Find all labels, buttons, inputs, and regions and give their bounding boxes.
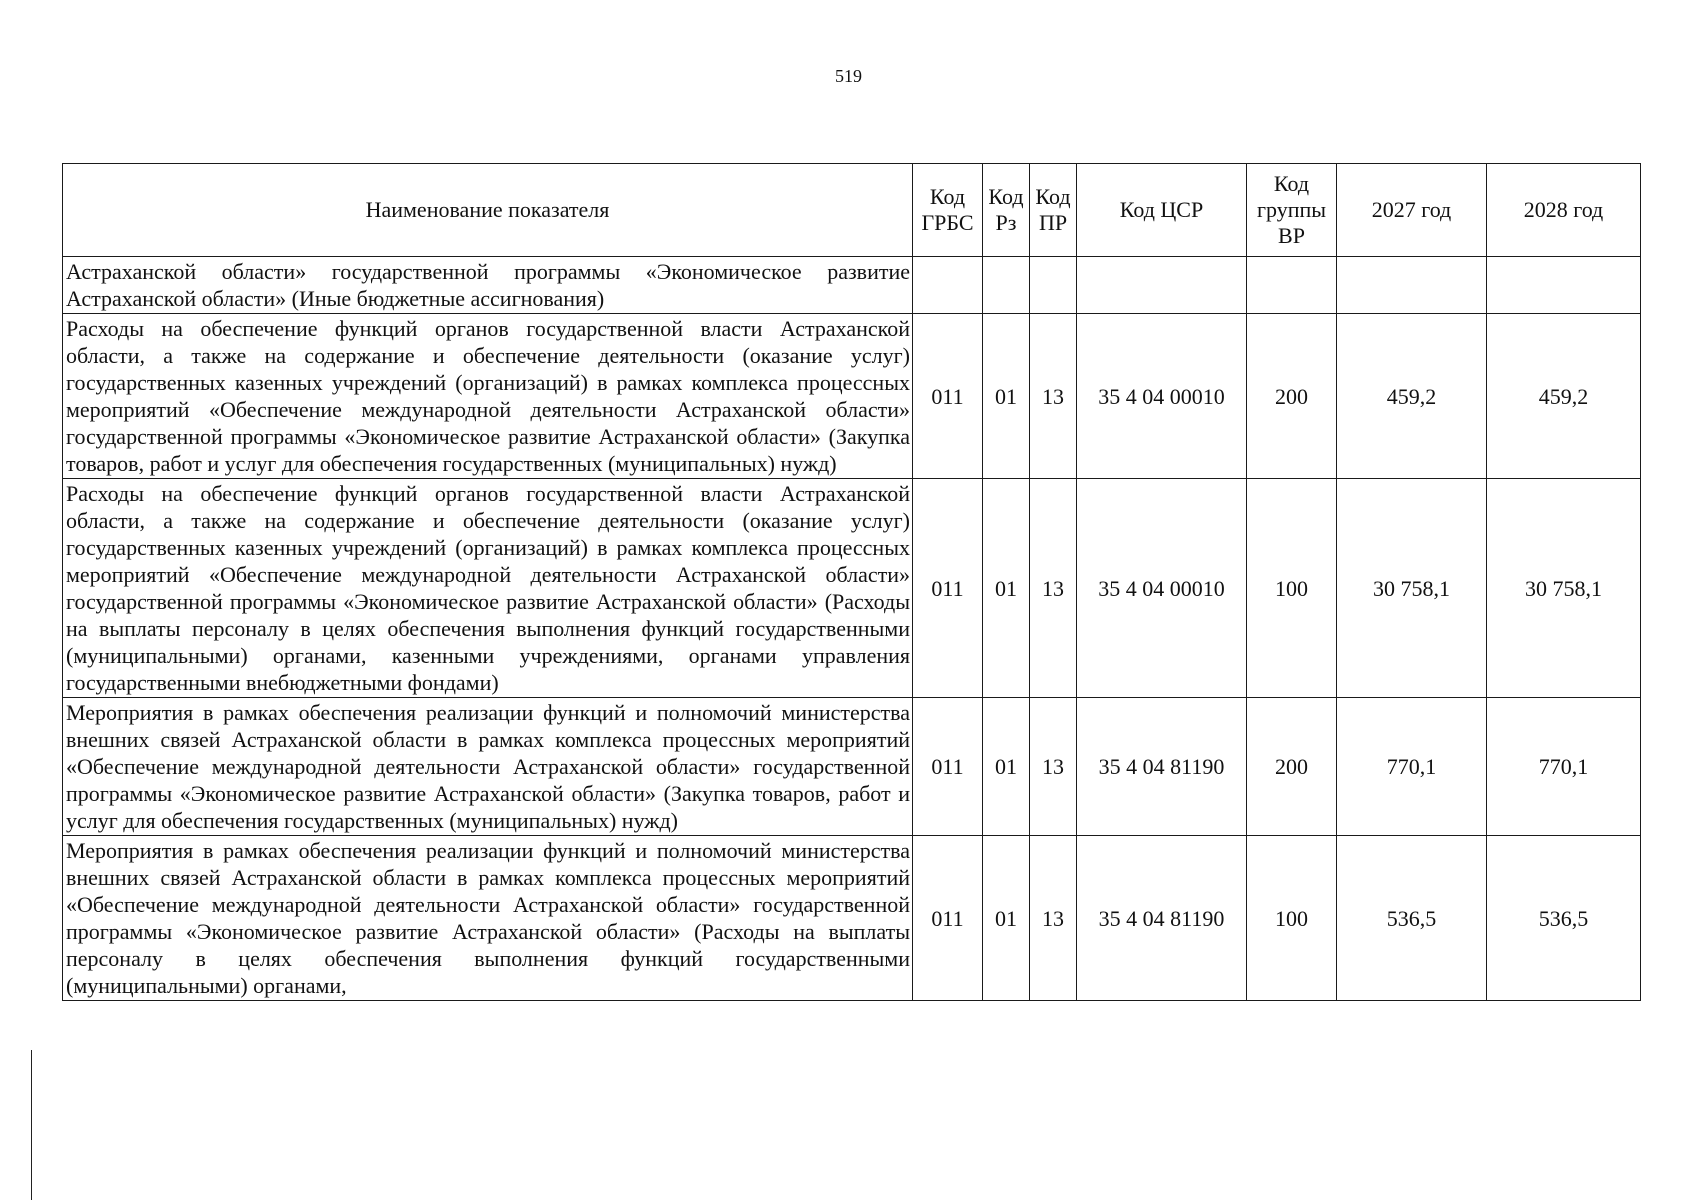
table-row: [63, 314, 1641, 479]
row-2028: [1487, 257, 1641, 314]
budget-table: [62, 163, 1641, 1001]
row-csr: 35 4 04 00010: [1077, 314, 1247, 479]
row-rz: 01: [983, 698, 1030, 836]
row-name: [63, 698, 913, 836]
row-name-text: Расходы на обеспечение функций органов государственной власти Астраханской области, а также на содержание и обеспечение деятельности (оказание услуг) государственных казенных учреждений (организаций) в рамках комплекса процессных мероприятий «Обеспечение международной деятельности Астраханской области» государственной программы «Экономическое развитие Астраханской области» (Закупка товаров, работ и услуг для обеспечения государственных (муниципальных) нужд): [66, 316, 910, 476]
row-2027: 459,2: [1337, 314, 1487, 479]
row-pr: 13: [1030, 836, 1077, 1001]
row-name-text: Мероприятия в рамках обеспечения реализации функций и полномочий министерства внешних связей Астраханской области в рамках комплекса процессных мероприятий «Обеспечение международной деятельности Астраханской области» государственной программы «Экономическое развитие Астраханской области» (Расходы на выплаты персоналу в целях обеспечения выполнения функций государственными (муниципальными) органами,: [66, 838, 910, 998]
table-row: [63, 698, 1641, 836]
row-name: [63, 479, 913, 698]
row-2027: 30 758,1: [1337, 479, 1487, 698]
table-row: [63, 836, 1641, 1001]
row-2027: 536,5: [1337, 836, 1487, 1001]
row-rz: 01: [983, 836, 1030, 1001]
table-row: [63, 479, 1641, 698]
row-vr: 200: [1247, 698, 1337, 836]
row-pr: 13: [1030, 698, 1077, 836]
row-pr: 13: [1030, 314, 1077, 479]
row-name: [63, 836, 913, 1001]
header-rz: Код Рз: [983, 164, 1030, 257]
row-rz: [983, 257, 1030, 314]
row-name-text: Мероприятия в рамках обеспечения реализации функций и полномочий министерства внешних связей Астраханской области в рамках комплекса процессных мероприятий «Обеспечение международной деятельности Астраханской области» государственной программы «Экономическое развитие Астраханской области» (Закупка товаров, работ и услуг для обеспечения государственных (муниципальных) нужд): [66, 700, 910, 833]
row-vr: 100: [1247, 479, 1337, 698]
row-name: [63, 257, 913, 314]
header-name: Наименование показателя: [63, 164, 913, 257]
row-grbs: [913, 257, 983, 314]
row-grbs: 011: [913, 314, 983, 479]
row-csr: 35 4 04 81190: [1077, 836, 1247, 1001]
row-csr: 35 4 04 00010: [1077, 479, 1247, 698]
row-2027: 770,1: [1337, 698, 1487, 836]
header-pr: Код ПР: [1030, 164, 1077, 257]
header-2027: 2027 год: [1337, 164, 1487, 257]
row-2028: 770,1: [1487, 698, 1641, 836]
header-grbs: Код ГРБС: [913, 164, 983, 257]
row-pr: [1030, 257, 1077, 314]
row-rz: 01: [983, 314, 1030, 479]
row-vr: 100: [1247, 836, 1337, 1001]
page-edge-line: [31, 1050, 32, 1200]
row-rz: 01: [983, 479, 1030, 698]
page-number: 519: [835, 66, 862, 86]
header-2028: 2028 год: [1487, 164, 1641, 257]
header-vr: Код группы ВР: [1247, 164, 1337, 257]
row-2028: 30 758,1: [1487, 479, 1641, 698]
row-vr: [1247, 257, 1337, 314]
row-grbs: 011: [913, 836, 983, 1001]
row-name: [63, 314, 913, 479]
row-csr: 35 4 04 81190: [1077, 698, 1247, 836]
row-vr: 200: [1247, 314, 1337, 479]
row-pr: 13: [1030, 479, 1077, 698]
row-name-text: Астраханской области» государственной программы «Экономическое развитие Астраханской области» (Иные бюджетные ассигнования): [66, 259, 910, 311]
table-row: [63, 257, 1641, 314]
row-2028: 459,2: [1487, 314, 1641, 479]
row-grbs: 011: [913, 479, 983, 698]
header-csr: Код ЦСР: [1077, 164, 1247, 257]
row-name-text: Расходы на обеспечение функций органов государственной власти Астраханской области, а также на содержание и обеспечение деятельности (оказание услуг) государственных казенных учреждений (организаций) в рамках комплекса процессных мероприятий «Обеспечение международной деятельности Астраханской области» государственной программы «Экономическое развитие Астраханской области» (Расходы на выплаты персоналу в целях обеспечения выполнения функций государственными (муниципальными) органами, казенными учреждениями, органами управления государственными внебюджетными фондами): [66, 481, 910, 695]
row-csr: [1077, 257, 1247, 314]
header-row: [63, 164, 1641, 257]
row-grbs: 011: [913, 698, 983, 836]
row-2027: [1337, 257, 1487, 314]
row-2028: 536,5: [1487, 836, 1641, 1001]
